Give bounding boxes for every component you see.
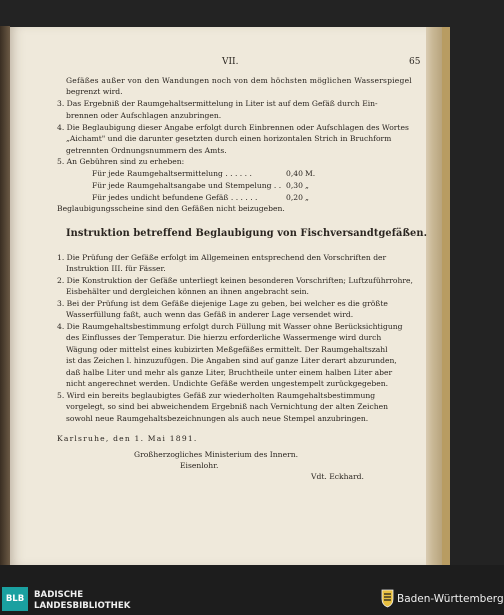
text-line: Instruktion III. für Fässer. bbox=[66, 264, 166, 273]
library-name-line1: BADISCHE bbox=[34, 590, 84, 600]
fee-unit: „ bbox=[305, 193, 309, 202]
instruction-title: Instruktion betreffend Beglaubigung von Fischversandtgefäßen. bbox=[66, 228, 428, 239]
text-line: brennen oder Aufschlagen anzubringen. bbox=[66, 111, 222, 120]
text-line: 4. Die Beglaubigung dieser Angabe erfolgt durch Einbrennen oder Aufschlagen des Wortes bbox=[57, 123, 409, 132]
fee-label: Für jede Raumgehaltsangabe und Stempelung . . bbox=[92, 181, 282, 190]
text-line: ist das Zeichen l. hinzuzufügen. Die Angaben sind auf ganze Liter derart abzurunden, bbox=[66, 356, 397, 365]
book-spine bbox=[0, 26, 10, 565]
fee-unit: „ bbox=[305, 181, 309, 190]
text-line: 2. Die Konstruktion der Gefäße unterliegt keinen besonderen Vorschriften; Luftzuführrohre, bbox=[57, 276, 413, 285]
coat-of-arms-icon bbox=[381, 588, 394, 608]
text-line: Gefäßes außer von den Wandungen noch von dem höchsten möglichen Wasserspiegel bbox=[66, 76, 412, 85]
text-line: Wasserfüllung faßt, auch wenn das Gefäß in anderer Lage versendet wird. bbox=[66, 310, 354, 319]
state-name: Baden-Württemberg bbox=[397, 593, 504, 605]
text-line: 3. Bei der Prüfung ist dem Gefäße diejenige Lage zu geben, bei welcher es die größte bbox=[57, 299, 388, 308]
text-line: 5. An Gebühren sind zu erheben: bbox=[57, 157, 185, 166]
text-line: 5. Wird ein bereits beglaubigtes Gefäß zur wiederholten Raumgehaltsbestimmung bbox=[57, 391, 376, 400]
date-line: Karlsruhe, den 1. Mai 1891. bbox=[57, 434, 198, 443]
fee-label: Für jedes undicht befundene Gefäß . . . . . . bbox=[92, 193, 258, 202]
fee-amount: 0,40 bbox=[286, 169, 303, 178]
text-line: des Einflusses der Temperatur. Die hierzu erforderliche Wassermenge wird durch bbox=[66, 333, 382, 342]
blb-logo-icon: BLB bbox=[2, 587, 28, 611]
text-line: 1. Die Prüfung der Gefäße erfolgt im Allgemeinen entsprechend den Vorschriften der bbox=[57, 253, 387, 262]
text-line: 4. Die Raumgehaltsbestimmung erfolgt durch Füllung mit Wasser ohne Berücksichtigung bbox=[57, 322, 403, 331]
fee-amount: 0,30 bbox=[286, 181, 303, 190]
section-number: VII. bbox=[222, 57, 239, 67]
text-line: nicht angerechnet werden. Undichte Gefäße werden ungestempelt zurückgegeben. bbox=[66, 379, 389, 388]
text-line: Eisbehälter und dergleichen können an ihnen angebracht sein. bbox=[66, 287, 309, 296]
ministry-name: Großherzogliches Ministerium des Innern. bbox=[134, 450, 298, 459]
signer-name: Eisenlohr. bbox=[180, 461, 219, 470]
text-line: begrenzt wird. bbox=[66, 87, 123, 96]
countersign: Vdt. Eckhard. bbox=[311, 472, 364, 481]
fee-amount: 0,20 bbox=[286, 193, 303, 202]
text-line: „Aichamt" und die darunter gesetzten durch einen horizontalen Strich in Bruchform bbox=[66, 134, 392, 143]
text-line: daß halbe Liter und mehr als ganze Liter, Bruchtheile unter einem halben Liter aber bbox=[66, 368, 393, 377]
text-line: Wägung oder mittelst eines kubizirten Meßgefäßes ermittelt. Der Raumgehaltszahl bbox=[66, 345, 388, 354]
fee-label: Für jede Raumgehaltsermittelung . . . . . . bbox=[92, 169, 252, 178]
text-line: getrennten Ordnungsnummern des Amts. bbox=[66, 146, 227, 155]
fees-note: Beglaubigungsscheine sind den Gefäßen nicht beizugeben. bbox=[57, 204, 285, 213]
text-line: sowohl neue Raumgehaltsbezeichnungen als auch neue Stempel anzubringen. bbox=[66, 414, 369, 423]
text-line: 3. Das Ergebniß der Raumgehaltsermittelung in Liter ist auf dem Gefäß durch Ein- bbox=[57, 99, 378, 108]
page-edges bbox=[426, 27, 442, 565]
library-name-line2: LANDESBIBLIOTHEK bbox=[34, 601, 131, 611]
fee-unit: M. bbox=[305, 169, 316, 178]
text-line: vorgelegt, so sind bei abweichendem Ergebniß nach Vernichtung der alten Zeichen bbox=[66, 402, 388, 411]
book-cover-edge bbox=[442, 27, 450, 565]
page-number: 65 bbox=[409, 57, 421, 67]
